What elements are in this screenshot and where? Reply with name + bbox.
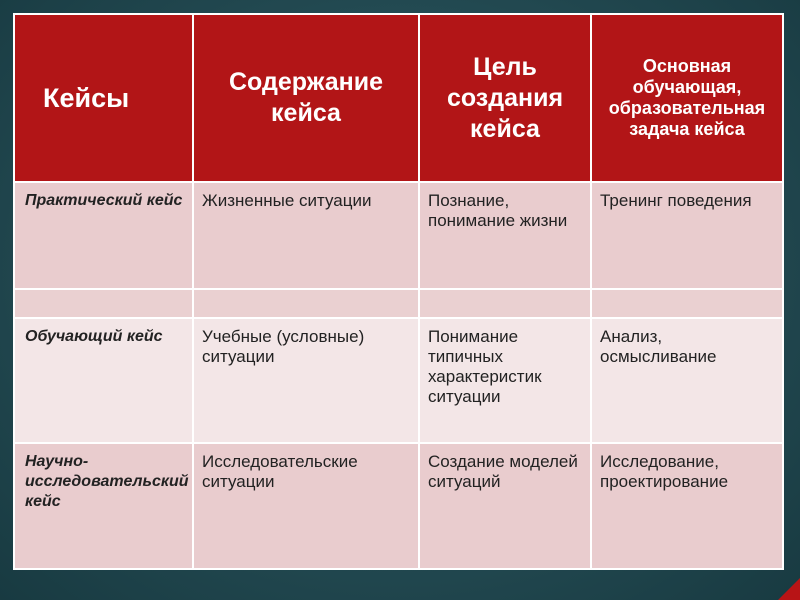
row-case-goal	[419, 289, 591, 318]
row-case-name: Практический кейс	[14, 182, 193, 289]
header-main-task: Основная обучающая, образовательная задача кейса	[591, 14, 783, 182]
corner-accent	[778, 578, 800, 600]
row-case-content: Жизненные ситуации	[193, 182, 419, 289]
row-case-name: Научно-исследовательский кейс	[14, 443, 193, 569]
header-row	[14, 14, 783, 182]
table-row	[14, 182, 783, 289]
table-row	[14, 443, 783, 569]
row-case-name	[14, 289, 193, 318]
row-case-goal: Познание, понимание жизни	[419, 182, 591, 289]
row-case-content: Учебные (условные) ситуации	[193, 318, 419, 443]
table-row-empty	[14, 289, 783, 318]
header-cases: Кейсы	[14, 14, 193, 182]
row-case-task: Анализ, осмысливание	[591, 318, 783, 443]
header-content: Содержание кейса	[193, 14, 419, 182]
table-row	[14, 318, 783, 443]
row-case-goal: Понимание типичных характеристик ситуации	[419, 318, 591, 443]
row-case-task: Исследование, проектирование	[591, 443, 783, 569]
case-types-table	[13, 13, 784, 570]
row-case-name: Обучающий кейс	[14, 318, 193, 443]
row-case-task	[591, 289, 783, 318]
row-case-content: Исследовательские ситуации	[193, 443, 419, 569]
row-case-goal: Создание моделей ситуаций	[419, 443, 591, 569]
header-goal: Цель создания кейса	[419, 14, 591, 182]
row-case-task: Тренинг поведения	[591, 182, 783, 289]
row-case-content	[193, 289, 419, 318]
